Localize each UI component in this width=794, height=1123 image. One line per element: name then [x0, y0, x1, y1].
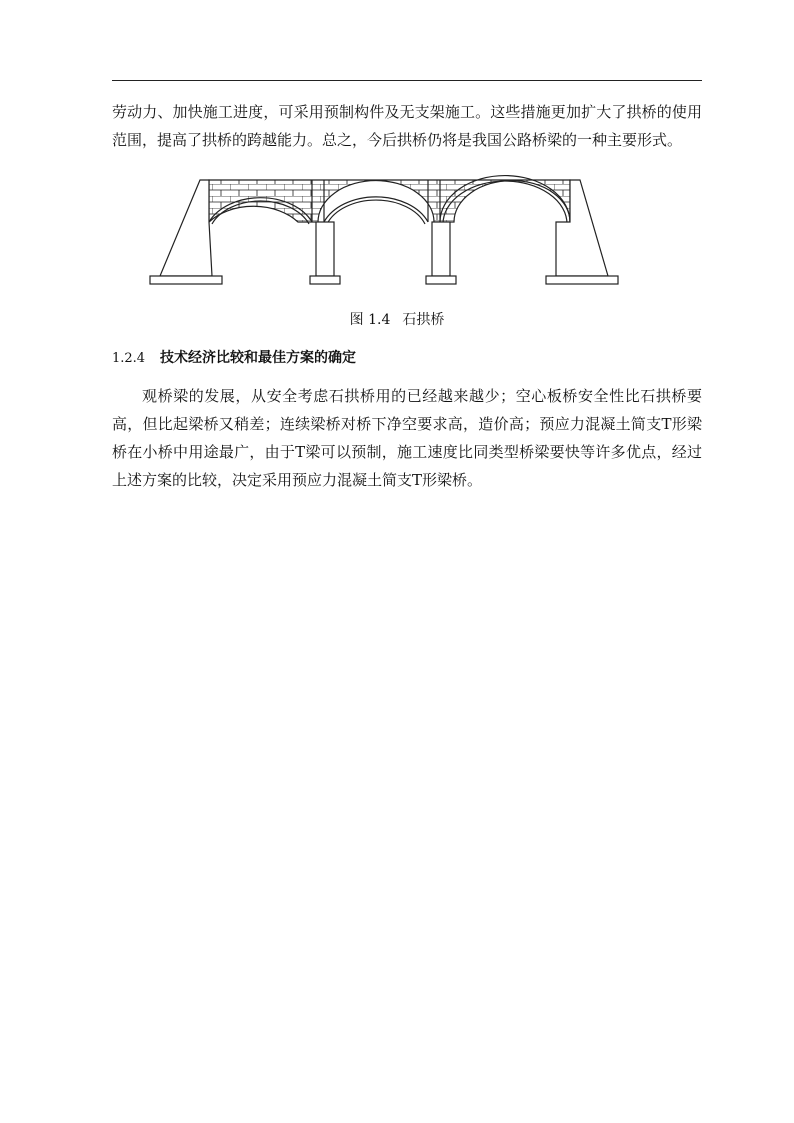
stone-arch-bridge-figure [140, 172, 630, 290]
arch-ring-2-inner [327, 200, 425, 224]
figure-number: 图 1.4 [349, 312, 391, 328]
figure-title: 石拱桥 [402, 312, 445, 328]
section-number: 1.2.4 [112, 351, 146, 366]
figure-caption [0, 310, 794, 330]
left-footing [150, 276, 222, 284]
body-paragraph-1: 劳动力、加快施工进度，可采用预制构件及无支架施工。这些措施更加扩大了拱桥的使用范围，提高了拱桥的跨越能力。总之，今后拱桥仍将是我国公路桥梁的一种主要形式。 [112, 103, 702, 149]
body-paragraph-2: 观桥梁的发展，从安全考虑石拱桥用的已经越来越少；空心板桥安全性比石拱桥要高，但比起梁桥又稍差；连续梁桥对桥下净空要求高，造价高；预应力混凝土简支T形梁桥在小桥中用途最广，由于T梁可以预制，施工速度比同类型桥梁要快等许多优点，经过上述方案的比较，决定采用预应力混凝土简支T形梁桥。 [112, 387, 702, 489]
pier-1 [316, 222, 334, 276]
section-title: 技术经济比较和最佳方案的确定 [160, 350, 356, 366]
right-footing [546, 276, 618, 284]
pier-2 [432, 222, 450, 276]
pier-1-footing [310, 276, 340, 284]
pier-2-footing [426, 276, 456, 284]
header-rule [112, 80, 702, 81]
left-abutment [160, 180, 212, 276]
section-heading [112, 348, 356, 369]
